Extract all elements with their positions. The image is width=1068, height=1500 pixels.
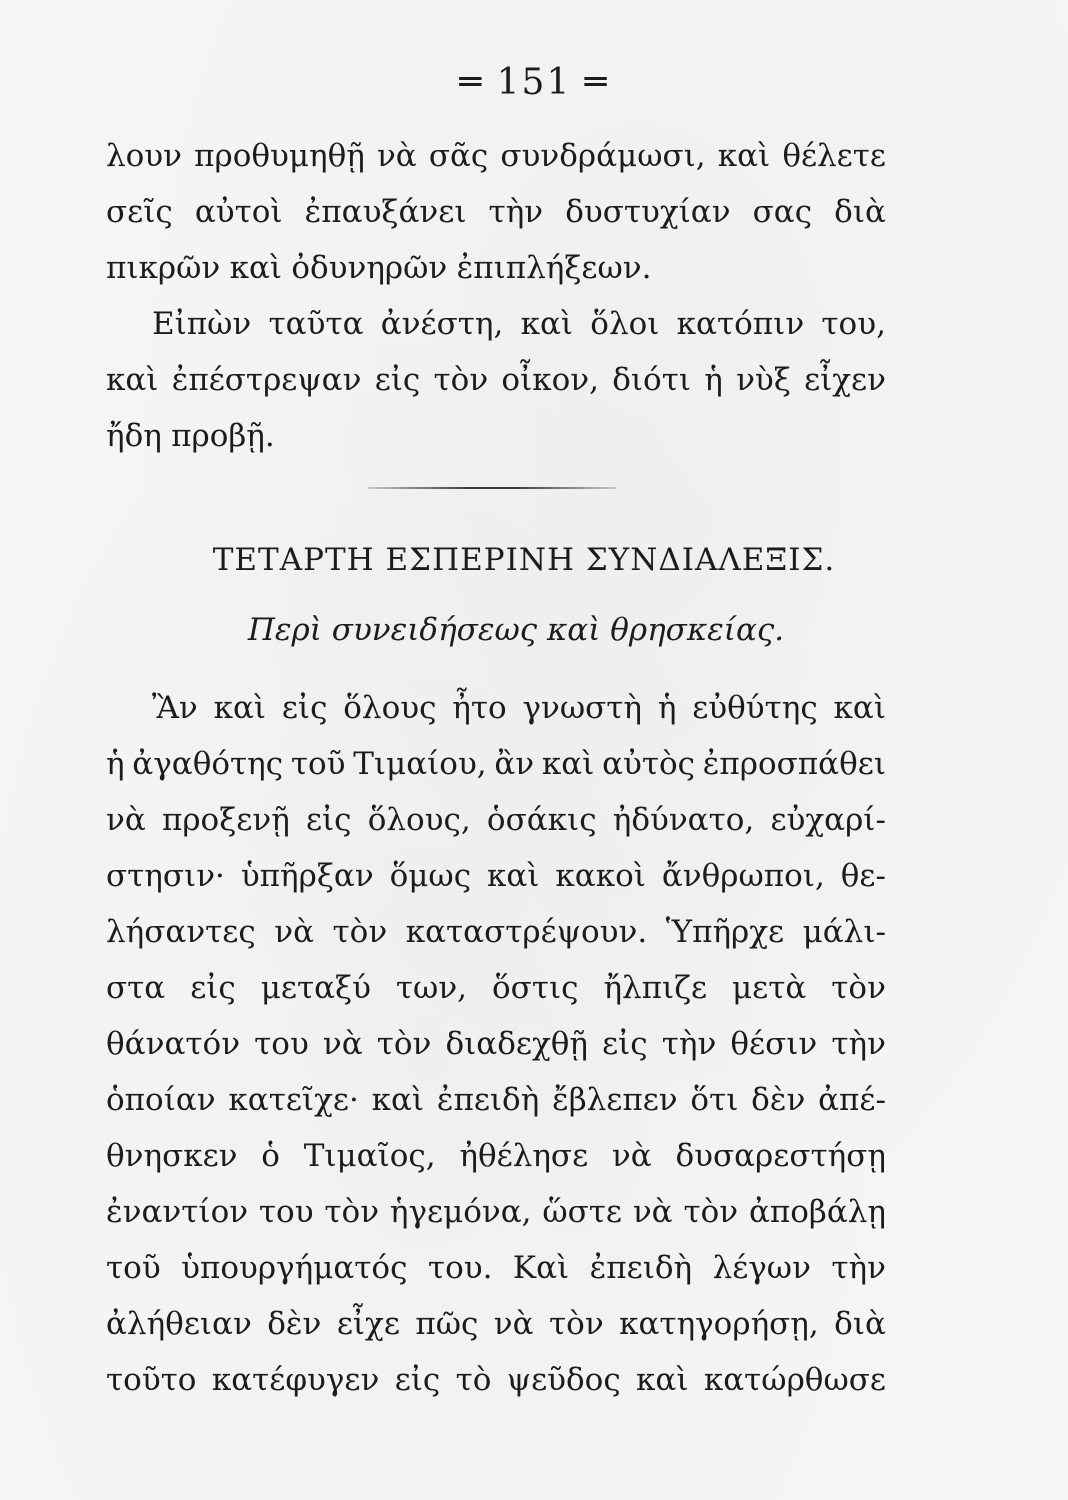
word: νὰ xyxy=(376,138,417,174)
word: σας xyxy=(752,194,813,230)
word: καὶ xyxy=(541,746,595,782)
text-line xyxy=(106,1016,886,1072)
word: πικρῶν xyxy=(106,250,221,286)
section-divider xyxy=(368,487,616,489)
word: δυσαρεστήσῃ xyxy=(675,1138,886,1174)
word: Ὑπῆρχε xyxy=(665,914,785,950)
word: νὰ xyxy=(632,1194,673,1230)
text-line xyxy=(106,1072,886,1128)
word: θνησκεν xyxy=(106,1138,238,1174)
word: εἰς xyxy=(190,970,236,1006)
word: καὶ xyxy=(520,306,574,342)
word: μετὰ xyxy=(732,970,807,1006)
word: ὅμως xyxy=(389,858,472,894)
word: τοῦ xyxy=(106,1250,161,1286)
word: μάλι- xyxy=(802,914,886,950)
text-line xyxy=(106,680,886,736)
word: λήσαντες xyxy=(106,914,256,950)
word: ὁ xyxy=(261,1138,280,1174)
word: ὅτι xyxy=(690,1082,739,1118)
text-line xyxy=(106,1184,886,1240)
text-line xyxy=(106,1128,886,1184)
word: ἠθέλησε xyxy=(459,1138,589,1174)
word: ὀδυνηρῶν xyxy=(291,250,448,286)
word: ἀνέστη, xyxy=(380,306,504,342)
word: καταστρέψουν. xyxy=(405,914,648,950)
word: καὶ xyxy=(371,1082,425,1118)
word: διότι xyxy=(612,362,692,398)
word: τὸν xyxy=(376,1026,432,1062)
word: ἀπέ- xyxy=(818,1082,886,1118)
word: τὸν xyxy=(683,1194,739,1230)
text-line xyxy=(106,1352,886,1408)
word: καὶ xyxy=(229,250,283,286)
word: ἐπειδὴ xyxy=(589,1250,693,1286)
word: εὐθύτης xyxy=(692,690,818,726)
word: ὁποίαν xyxy=(106,1082,216,1118)
paragraph-3 xyxy=(106,680,886,1408)
word: τὴν xyxy=(831,1250,886,1286)
word: ἂν xyxy=(494,746,535,782)
word: καὶ xyxy=(636,1362,689,1398)
word: ὑπουργήματός xyxy=(181,1250,408,1286)
word: ἐπειδὴ xyxy=(436,1082,540,1118)
word: κατέφυγεν xyxy=(211,1362,380,1398)
word: ἐναντίον xyxy=(106,1194,249,1230)
word: αὐτοὶ xyxy=(194,194,283,230)
word: τὸν xyxy=(324,1194,380,1230)
word: καὶ xyxy=(717,138,771,174)
text-line xyxy=(106,1296,886,1352)
word: τὸν xyxy=(433,362,489,398)
word: ἦτο xyxy=(452,690,507,726)
word: εἰς xyxy=(305,802,352,838)
word: θέλετε xyxy=(782,138,886,174)
text-line xyxy=(106,904,886,960)
word: ἠδύνατο, xyxy=(612,802,755,838)
word: ἡ xyxy=(657,690,677,726)
word: τὴν xyxy=(661,1026,717,1062)
text-line xyxy=(106,240,886,296)
word: εἶχε xyxy=(336,1306,400,1342)
word: σᾶς xyxy=(428,138,489,174)
paragraph-1 xyxy=(106,128,886,296)
word: εἰς xyxy=(602,1026,648,1062)
word: προβῇ. xyxy=(171,418,275,454)
word: ἐπιπλήξεων. xyxy=(456,250,652,286)
word: του, xyxy=(821,306,886,342)
word: τοῦ xyxy=(290,746,346,782)
text-line xyxy=(106,736,886,792)
word: ἔβλεπεν xyxy=(552,1082,678,1118)
word: ὅλοι xyxy=(590,306,660,342)
word: ὑπῆρξαν xyxy=(240,858,374,894)
word: θέσιν xyxy=(730,1026,818,1062)
word: εἶχεν xyxy=(804,362,886,398)
word: νὺξ xyxy=(736,362,791,398)
section-title: ΤΕΤΑΡΤΗ ΕΣΠΕΡΙΝΗ ΣΥΝΔΙΑΛΕΞΙΣ. xyxy=(212,542,836,578)
word: γνωστὴ xyxy=(522,690,643,726)
word: νὰ xyxy=(106,802,146,838)
word: ἀγαθότης xyxy=(132,746,284,782)
word: ἡγεμόνα, xyxy=(389,1194,532,1230)
word: εἰς xyxy=(374,362,421,398)
paragraph-2 xyxy=(106,296,886,464)
word: ἐπέστρεψαν xyxy=(171,362,362,398)
word: προθυμηθῇ xyxy=(194,138,365,174)
word: αὐτὸς xyxy=(602,746,696,782)
word: ἐπαυξάνει xyxy=(304,194,467,230)
word: θε- xyxy=(840,858,886,894)
word: πῶς xyxy=(415,1306,479,1342)
word: κακοὶ xyxy=(555,858,646,894)
word: ἐπροσπάθει xyxy=(702,746,886,782)
word: ἤλπιζε xyxy=(603,970,708,1006)
word: δὲν xyxy=(751,1082,806,1118)
word: μεταξύ xyxy=(260,970,371,1006)
word: τὸ xyxy=(455,1362,492,1398)
word: ψεῦδος xyxy=(506,1362,621,1398)
word: εἰς xyxy=(394,1362,441,1398)
word: εἰς xyxy=(281,690,328,726)
word: τὸν xyxy=(831,970,886,1006)
text-line xyxy=(106,848,886,904)
word: ἀλήθειαν xyxy=(106,1306,252,1342)
word: ὁσάκις xyxy=(486,802,597,838)
word: διαδεχθῇ xyxy=(445,1026,588,1062)
word: ὥστε xyxy=(542,1194,622,1230)
word: διὰ xyxy=(834,194,886,230)
word: κατόπιν xyxy=(676,306,805,342)
word: θάνατόν xyxy=(106,1026,241,1062)
word: τὸν xyxy=(549,1306,604,1342)
word: ἄνθρωποι, xyxy=(661,858,825,894)
word: ὅλους xyxy=(343,690,437,726)
word: ταῦτα xyxy=(268,306,364,342)
word: καὶ xyxy=(487,858,540,894)
text-line xyxy=(106,960,886,1016)
word: στα xyxy=(106,970,166,1006)
word: ὅστις xyxy=(492,970,579,1006)
word: σεῖς xyxy=(106,194,173,230)
word: συνδράμωσι, xyxy=(500,138,706,174)
word: δυστυχίαν xyxy=(565,194,731,230)
word: εὐχαρί- xyxy=(770,802,886,838)
word: οἶκον, xyxy=(501,362,599,398)
word: καὶ xyxy=(106,362,159,398)
page-number: ═ 151 ═ xyxy=(459,62,609,103)
word: κατεῖχε· xyxy=(228,1082,359,1118)
word: διὰ xyxy=(834,1306,886,1342)
text-line xyxy=(106,184,886,240)
word: καὶ xyxy=(833,690,886,726)
word: Τιμαῖος, xyxy=(303,1138,436,1174)
word: ἀποβάλῃ xyxy=(748,1194,886,1230)
word: νὰ xyxy=(322,1026,363,1062)
word: λουν xyxy=(106,138,183,174)
word: τοῦτο xyxy=(106,1362,197,1398)
text-line xyxy=(106,792,886,848)
word: καὶ xyxy=(213,690,267,726)
text-line xyxy=(106,408,886,464)
word: λέγων xyxy=(712,1250,811,1286)
word: του. xyxy=(427,1250,493,1286)
word: του xyxy=(258,1194,314,1230)
word: των, xyxy=(395,970,468,1006)
text-line xyxy=(106,296,886,352)
word: ἡ xyxy=(106,746,125,782)
word: νὰ xyxy=(493,1306,534,1342)
text-line xyxy=(106,128,886,184)
word: ἡ xyxy=(704,362,723,398)
text-line xyxy=(106,1240,886,1296)
word: τὴν xyxy=(488,194,544,230)
word: του xyxy=(254,1026,309,1062)
word: τὴν xyxy=(831,1026,886,1062)
word: δὲν xyxy=(267,1306,322,1342)
word: κατώρθωσε xyxy=(703,1362,886,1398)
word: νὰ xyxy=(274,914,315,950)
word: ἤδη xyxy=(106,418,162,454)
word: τὸν xyxy=(332,914,388,950)
word: Εἰπὼν xyxy=(152,306,252,342)
section-subtitle: Περὶ συνειδήσεως καὶ θρησκείας. xyxy=(247,612,785,648)
text-line xyxy=(106,352,886,408)
word: στησιν· xyxy=(106,858,225,894)
word: κατηγορήσῃ, xyxy=(619,1306,819,1342)
word: νὰ xyxy=(611,1138,652,1174)
word: Καὶ xyxy=(512,1250,570,1286)
word: Τιμαίου, xyxy=(353,746,487,782)
word: προξενῇ xyxy=(161,802,290,838)
word: Ἂν xyxy=(152,690,198,726)
word: ὅλους, xyxy=(367,802,471,838)
